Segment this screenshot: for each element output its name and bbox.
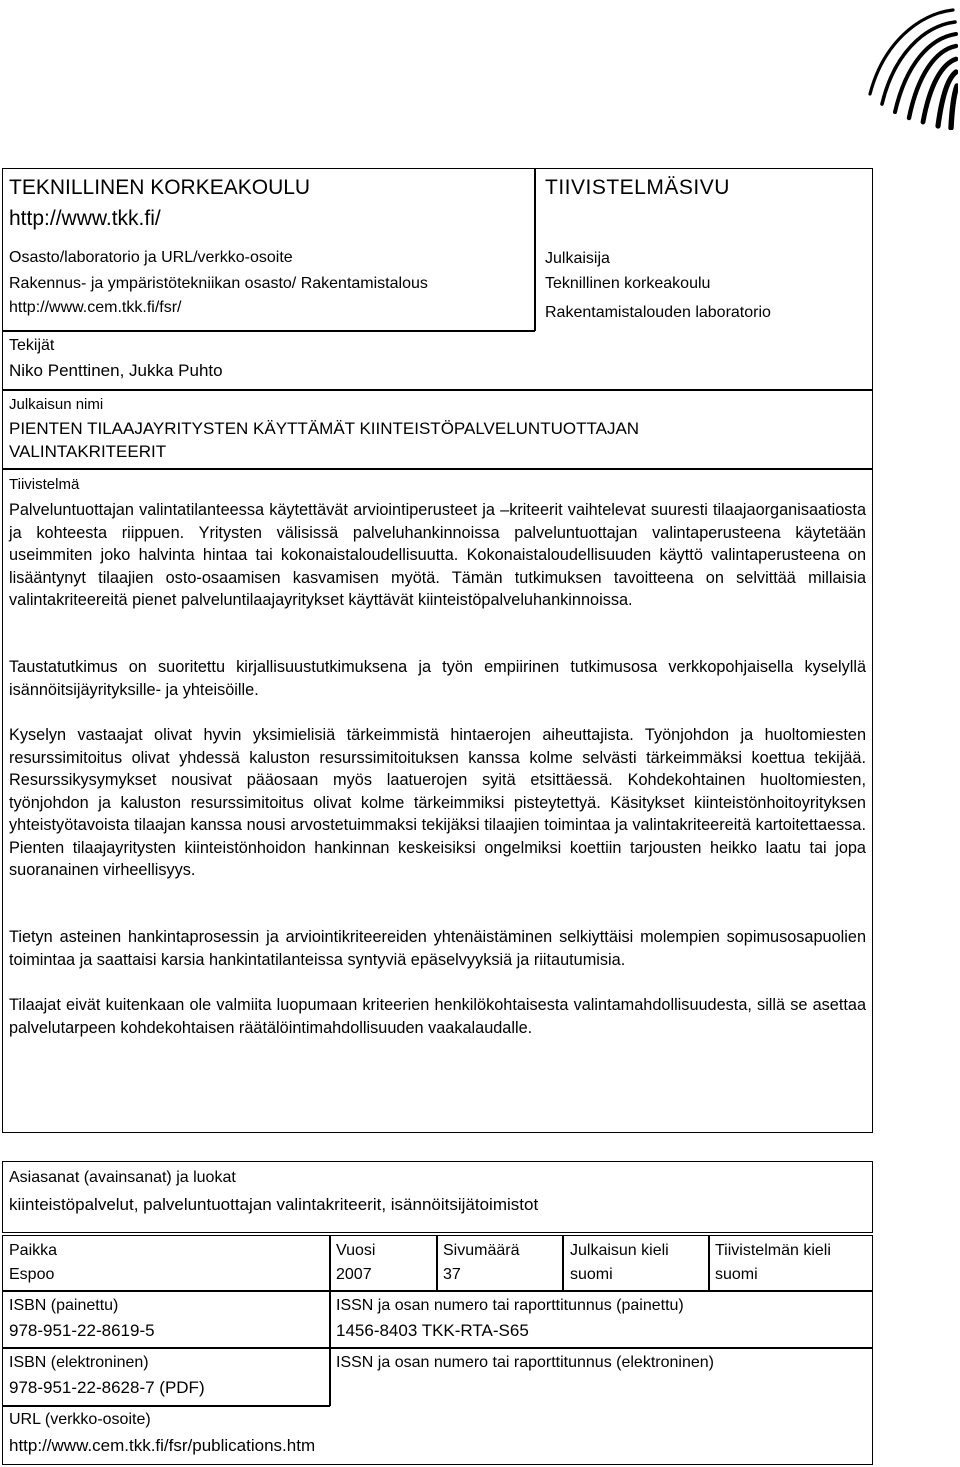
- issn-elec-label: ISSN ja osan numero tai raporttitunnus (elektroninen): [336, 1354, 714, 1371]
- publisher-label: Julkaisija: [545, 250, 610, 267]
- header-hline: [2, 330, 535, 332]
- abstract-paragraph-5: Tilaajat eivät kuitenkaan ole valmiita luopumaan kriteerien henkilökohtaisesta valintamahdollisuudesta, sillä se asettaa palvelutarpeen kohdekohtaisen räätälöintimahdollisuuden vaakalaudalle.: [9, 996, 866, 1037]
- language-label: Julkaisun kieli: [570, 1242, 669, 1259]
- grid-hline-2: [2, 1347, 873, 1349]
- dept-label: Osasto/laboratorio ja URL/verkko-osoite: [9, 249, 293, 266]
- isbn-elec-value: 978-951-22-8628-7 (PDF): [9, 1378, 205, 1397]
- language-value: suomi: [570, 1266, 613, 1283]
- abstract-paragraph-1: Palveluntuottajan valintatilanteessa käytettävät arviointiperusteet ja –kriteerit vaihtelevat suuresti tilaajaorganisaatiosta ja kohteesta riippuen. Yritysten välisissä palveluhankinnoissa palveluntuottajan valintaperusteena käytetään useimmiten joko halvinta hintaa tai kokonaistaloudellisuutta. Kokonaistaloudellisuuden käyttö valintaperusteena on lisääntynyt tilaajien osto-osaamisen kasvamisen myötä. Tämän tutkimuksen tavoitteena on selvittää millaisia valintakriteereitä pienet palveluntilaajayritykset käyttävät kiinteistöpalveluhankinnoissa.: [9, 501, 866, 609]
- grid-vline-main: [329, 1235, 331, 1406]
- keywords-label: Asiasanat (avainsanat) ja luokat: [9, 1169, 236, 1186]
- year-label: Vuosi: [336, 1242, 376, 1259]
- abstract-language-label: Tiivistelmän kieli: [715, 1242, 831, 1259]
- pages-value: 37: [443, 1266, 461, 1283]
- keywords-value: kiinteistöpalvelut, palveluntuottajan valintakriteerit, isännöitsijätoimistot: [9, 1195, 539, 1214]
- issn-print-value: 1456-8403 TKK-RTA-S65: [336, 1321, 529, 1340]
- publication-title-line2: VALINTAKRITEERIT: [9, 442, 167, 461]
- abstract-paragraph-3: Kyselyn vastaajat olivat hyvin yksimielisiä tärkeimmistä hintaerojen aiheuttajista. Työnjohdon ja huoltomiesten resurssimitoitus olivat yhdessä kaluston resurssimitoituksen kanssa kolme selvästi tärkeimmäksi koettua tekijää. Resurssikysymykset nousivat pääosaan myös laatuerojen syitä etsittäessä. Kohdekohtainen huoltomiesten, työnjohdon ja kaluston resurssimitoitus olivat kolme tärkeimmiksi pisteytettyä. Käsitykset kiinteistönhoitoyrityksen yhteistyötavoista tilaajan kanssa nousi arvostetuimmaksi tekijäksi tilaajien toimintaa ja valintakriteereitä kartoitettaessa. Pienten tilaajayritysten kiinteistönhoidon hankinnan keskeisiksi ongelmiksi koettiin tarjousten heikko laatu tai jopa suoranainen virheellisyys.: [9, 726, 866, 879]
- publisher-line1: Teknillinen korkeakoulu: [545, 275, 711, 292]
- place-label: Paikka: [9, 1242, 58, 1259]
- isbn-print-label: ISBN (painettu): [9, 1297, 119, 1314]
- abstract-language-value: suomi: [715, 1266, 758, 1283]
- isbn-print-value: 978-951-22-8619-5: [9, 1321, 155, 1340]
- authors-label: Tekijät: [9, 337, 55, 354]
- abstract-label: Tiivistelmä: [9, 476, 80, 493]
- isbn-elec-label: ISBN (elektroninen): [9, 1354, 149, 1371]
- publisher-line2: Rakentamistalouden laboratorio: [545, 304, 771, 321]
- title-hline: [2, 468, 873, 470]
- authors-hline: [2, 389, 873, 391]
- page-title: TIIVISTELMÄSIVU: [545, 176, 730, 199]
- grid-hline-1: [2, 1290, 873, 1292]
- grid-vline-pages: [562, 1235, 564, 1291]
- pages-label: Sivumäärä: [443, 1242, 520, 1259]
- url-label: URL (verkko-osoite): [9, 1411, 151, 1428]
- place-value: Espoo: [9, 1266, 55, 1283]
- dept-url[interactable]: http://www.cem.tkk.fi/fsr/: [9, 299, 182, 316]
- authors-value: Niko Penttinen, Jukka Puhto: [9, 361, 223, 380]
- abstract-paragraph-4: Tietyn asteinen hankintaprosessin ja arviointikriteereiden yhtenäistäminen selkiyttäisi molempien sopimusosapuolien toimintaa ja saattaisi karsia hankintatilanteissa syntyviä epäselvyyksiä ja riitautumisia.: [9, 928, 866, 969]
- university-url[interactable]: http://www.tkk.fi/: [9, 207, 161, 230]
- publication-label: Julkaisun nimi: [9, 396, 104, 413]
- grid-vline-year: [436, 1235, 438, 1291]
- publication-title-line1: PIENTEN TILAAJAYRITYSTEN KÄYTTÄMÄT KIINTEISTÖPALVELUNTUOTTAJAN: [9, 419, 640, 438]
- header-divider: [534, 168, 536, 331]
- issn-print-label: ISSN ja osan numero tai raporttitunnus (painettu): [336, 1297, 684, 1314]
- abstract-paragraph-2: Taustatutkimus on suoritettu kirjallisuustutkimuksena ja työn empiirinen tutkimusosa verkkopohjaisella kyselyllä isännöitsijäyrityksille- ja yhteisöille.: [9, 658, 866, 699]
- tkk-logo-icon: [858, 4, 958, 130]
- grid-vline-lang: [708, 1235, 710, 1291]
- year-value: 2007: [336, 1266, 372, 1283]
- grid-hline-3: [2, 1405, 330, 1407]
- university-name: TEKNILLINEN KORKEAKOULU: [9, 176, 311, 199]
- url-value[interactable]: http://www.cem.tkk.fi/fsr/publications.htm: [9, 1436, 316, 1455]
- dept-name: Rakennus- ja ympäristötekniikan osasto/ Rakentamistalous: [9, 275, 428, 292]
